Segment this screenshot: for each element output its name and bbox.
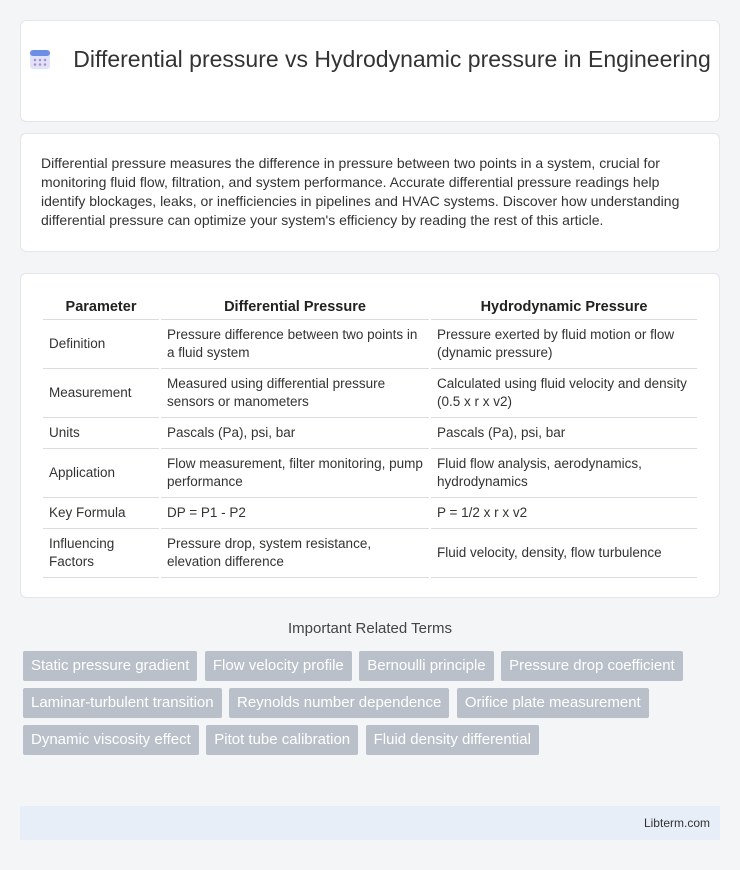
related-term-tag[interactable]: Pressure drop coefficient	[501, 651, 683, 681]
table-row	[43, 418, 697, 449]
table-row	[43, 369, 697, 418]
footer	[20, 806, 720, 840]
calendar-icon	[29, 48, 51, 70]
related-term-tag[interactable]: Static pressure gradient	[23, 651, 197, 681]
comparison-card	[20, 273, 720, 598]
related-term-tag[interactable]: Orifice plate measurement	[457, 688, 649, 718]
related-term-tag[interactable]: Fluid density differential	[366, 725, 539, 755]
row-parameter: Units	[43, 418, 159, 449]
header-parameter: Parameter	[43, 294, 159, 320]
table-row	[43, 449, 697, 498]
row-hydrodynamic: Pascals (Pa), psi, bar	[431, 418, 697, 449]
row-parameter: Definition	[43, 320, 159, 369]
row-hydrodynamic: Fluid flow analysis, aerodynamics, hydrodynamics	[431, 449, 697, 498]
comparison-table	[41, 294, 699, 578]
page-title-text: Differential pressure vs Hydrodynamic pressure in Engineering	[73, 46, 711, 72]
related-term-tag[interactable]: Pitot tube calibration	[206, 725, 358, 755]
related-term-tag[interactable]: Dynamic viscosity effect	[23, 725, 199, 755]
row-differential: DP = P1 - P2	[161, 498, 429, 529]
table-header-row	[43, 294, 697, 320]
related-terms-list	[23, 651, 703, 762]
header-differential: Differential Pressure	[161, 294, 429, 320]
intro-paragraph: Differential pressure measures the difference in pressure between two points in a system, crucial for monitoring fluid flow, filtration, and system performance. Accurate differential pressure readings help identify blockages, leaks, or inefficiencies in pipelines and HVAC systems. Discover how understanding differential pressure can optimize your system's efficiency by reading the rest of this article.	[41, 155, 680, 228]
row-hydrodynamic: Fluid velocity, density, flow turbulence	[431, 529, 697, 578]
row-hydrodynamic: P = 1/2 x r x v2	[431, 498, 697, 529]
related-term-tag[interactable]: Reynolds number dependence	[229, 688, 449, 718]
row-parameter: Influencing Factors	[43, 529, 159, 578]
related-term-tag[interactable]: Bernoulli principle	[359, 651, 493, 681]
title-card	[20, 20, 720, 122]
row-parameter: Measurement	[43, 369, 159, 418]
related-term-tag[interactable]: Laminar-turbulent transition	[23, 688, 222, 718]
footer-site-link[interactable]: Libterm.com	[643, 816, 710, 830]
related-term-tag[interactable]: Flow velocity profile	[205, 651, 352, 681]
intro-card	[20, 133, 720, 252]
row-differential: Measured using differential pressure sensors or manometers	[161, 369, 429, 418]
row-hydrodynamic: Pressure exerted by fluid motion or flow (dynamic pressure)	[431, 320, 697, 369]
related-terms-heading: Important Related Terms	[288, 620, 452, 637]
row-differential: Pressure drop, system resistance, elevation difference	[161, 529, 429, 578]
table-row	[43, 529, 697, 578]
row-parameter: Application	[43, 449, 159, 498]
table-row	[43, 320, 697, 369]
page-title	[21, 45, 719, 74]
header-hydrodynamic: Hydrodynamic Pressure	[431, 294, 697, 320]
table-row	[43, 498, 697, 529]
row-differential: Pascals (Pa), psi, bar	[161, 418, 429, 449]
row-parameter: Key Formula	[43, 498, 159, 529]
row-differential: Flow measurement, filter monitoring, pump performance	[161, 449, 429, 498]
row-hydrodynamic: Calculated using fluid velocity and density (0.5 x r x v2)	[431, 369, 697, 418]
row-differential: Pressure difference between two points in a fluid system	[161, 320, 429, 369]
